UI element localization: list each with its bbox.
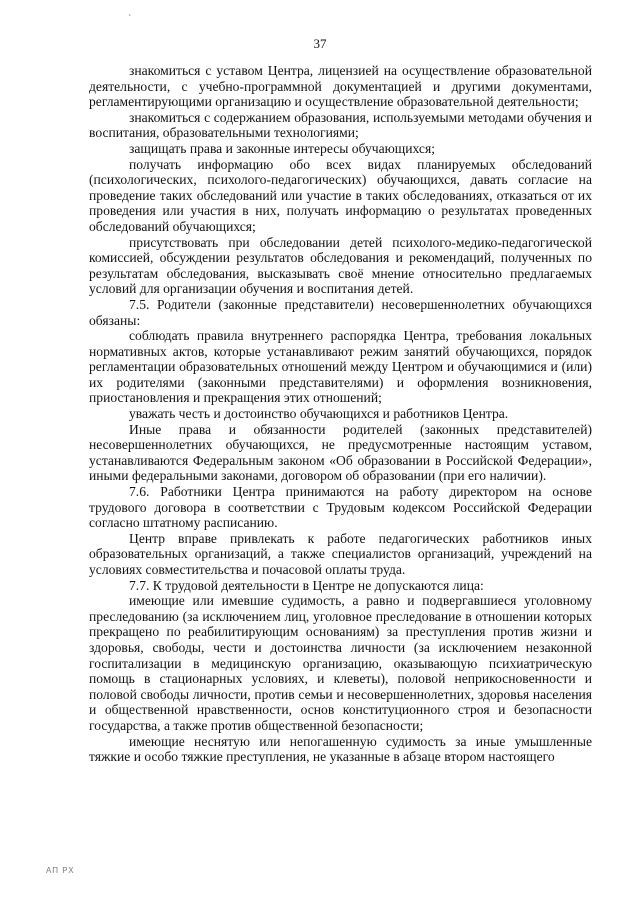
paragraph: защищать права и законные интересы обучающихся; <box>129 140 435 156</box>
paragraph: получать информацию обо всех видах планируемых обследований (психологических, психолого-педагогических) обучающихся, давать согласие на проведение таких обследований или участие в таких обследованиях, отказаться от их проведения или участия в них, получать информацию о результатах проведенных обследований обучающихся; <box>89 156 592 234</box>
page-number: 37 <box>313 36 327 51</box>
paragraph: знакомиться с содержанием образования, используемыми методами обучения и воспитания, образовательными технологиями; <box>89 109 592 141</box>
paragraph: уважать честь и достоинство обучающихся и работников Центра. <box>129 406 509 422</box>
section-heading-7-7: 7.7. К трудовой деятельности в Центре не допускаются лица: <box>129 577 484 593</box>
scan-mark: ` <box>128 14 132 25</box>
paragraph: имеющие или имевшие судимость, а равно и подвергавшиеся уголовному преследованию (за исключением лиц, уголовное преследование в отношении которых прекращено по реабилитирующим основаниям) за преступления против жизни и здоровья, свободы, чести и достоинства личности (за исключением незаконной госпитализации в медицинскую организацию, оказывающую психиатрическую помощь в стационарных условиях, и клеветы), половой неприкосновенности и половой свободы личности, против семьи и несовершеннолетних, здоровья населения и общественной нравственности, основ конституционного строя и безопасности государства, а также против общественной безопасности; <box>89 593 592 733</box>
paragraph: имеющие неснятую или непогашенную судимость за иные умышленные тяжкие и особо тяжкие преступления, не указанные в абзаце втором настоящего <box>89 733 592 765</box>
document-body <box>89 63 592 765</box>
paragraph: присутствовать при обследовании детей психолого-медико-педагогической комиссией, обсуждении результатов обследования и рекомендаций, полученных по результатам обследования, высказывать своё мнение относительно предлагаемых условий для организации обучения и воспитания детей. <box>89 234 592 297</box>
paragraph: Иные права и обязанности родителей (законных представителей) несовершеннолетних обучающихся, не предусмотренные настоящим уставом, устанавливаются Федеральным законом «Об образовании в Российской Федерации», иными федеральными законами, договором об образовании (при его наличии). <box>89 421 592 484</box>
paragraph: знакомиться с уставом Центра, лицензией на осуществление образовательной деятельности, с учебно-программной документацией и другими документами, регламентирующими организацию и осуществление образовательной деятельности; <box>89 63 592 110</box>
section-heading-7-5: 7.5. Родители (законные представители) несовершеннолетних обучающихся обязаны: <box>89 296 592 328</box>
paragraph: соблюдать правила внутреннего распорядка Центра, требования локальных нормативных актов, которые устанавливают режим занятий обучающихся, порядок регламентации образовательных отношений между Центром и обучающимися и (или) их родителями (законными представителями) и оформления возникновения, приостановления и прекращения этих отношений; <box>89 328 592 406</box>
section-heading-7-6: 7.6. Работники Центра принимаются на работу директором на основе трудового договора в соответствии с Трудовым кодексом Российской Федерации согласно штатному расписанию. <box>89 484 592 531</box>
footer-stamp: АП РХ <box>46 866 75 875</box>
paragraph: Центр вправе привлекать к работе педагогических работников иных образовательных организаций, а также специалистов организаций, учреждений на условиях совместительства и почасовой оплаты труда. <box>89 530 592 577</box>
